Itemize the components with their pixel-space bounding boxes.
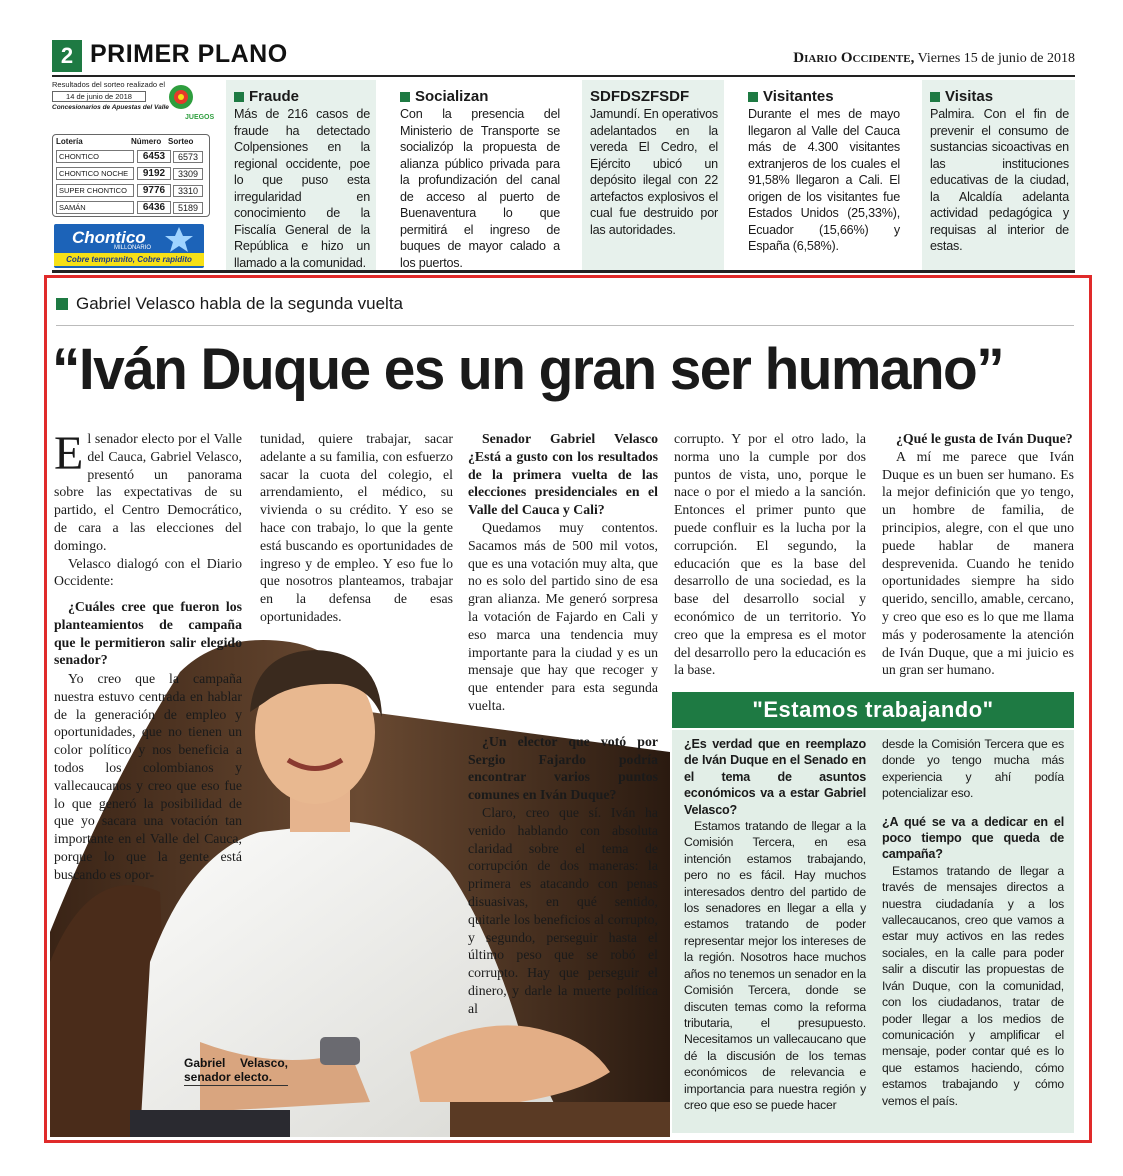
square-bullet-icon <box>56 298 68 310</box>
box-question: ¿A qué se va a dedicar en el poco tiempo que queda de campaña? <box>882 814 1064 862</box>
chontico-brand-sub: MILLONARIO <box>114 245 152 251</box>
sidebar-box-column-2 <box>882 736 1064 1109</box>
lottery-name: SAMÁN <box>56 201 134 214</box>
article-column-3 <box>468 430 658 1018</box>
paragraph: Yo creo que la campaña nuestra estuvo centrada en hablar de la generación de empleo y oportunidades, que no tienen un color político y nos beneficia a todos los colombianos y vallecaucanos y creo que eso fue lo que generó la posibilidad de que yo sacara una votación tan importante en el Valle del Cauca, porque lo que la gente está buscando es opor- <box>54 671 242 882</box>
lottery-number: 6453 <box>137 150 171 163</box>
question: ¿Un elector que votó por Sergio Fajardo podría encontrar varios puntos comunes en Iván Duque? <box>468 733 658 803</box>
square-bullet-icon <box>930 92 940 102</box>
brief-title-text: SDFDSZFSDF <box>590 88 690 105</box>
lottery-number: 9776 <box>137 184 171 197</box>
chontico-brand: Chontico <box>72 228 146 247</box>
lottery-date: 14 de junio de 2018 <box>52 91 146 102</box>
table-row <box>56 150 206 163</box>
table-row <box>56 167 206 180</box>
header-rule <box>52 75 1075 77</box>
brief-title-text: Socializan <box>415 88 489 105</box>
brief-title-text: Visitas <box>945 88 994 105</box>
chontico-banner <box>54 224 204 268</box>
paragraph: Claro, creo que sí. Iván ha venido hablando con absoluta claridad sobre el tema de corrupción de dos maneras: la primera es atacando con penas disuasivas, en qué sentido, quitarle los beneficios al corrupto, y segundo, perseguir hasta el último peso que se robó el corrupto. Hay que perseguir el dinero, y darle la muerte política al <box>468 804 658 1016</box>
caption-rule <box>184 1085 288 1086</box>
brief-title-text: Visitantes <box>763 88 834 105</box>
newspaper-name: Diario Occidente, <box>793 50 915 66</box>
brief-fraude <box>226 80 376 270</box>
lottery-results <box>52 80 215 270</box>
box-answer: Estamos tratando de llegar a través de mensajes directos a nuestra ciudadanía y a los vallecaucanos, creo que vamos a estar muy activos en las redes sociales, en la calle para poder salir a discutir las propuestas de Iván Duque, con la comunidad, con los ciudadanos, tratar de poder llegar a los medios de comunicación y amplificar el mensaje, poder contar qué es lo que estamos haciendo, cómo estamos trabajando y cómo vemos el país. <box>882 863 1064 1108</box>
lottery-name: CHONTICO <box>56 150 134 163</box>
brief-text: Durante el mes de mayo llegaron al Valle del Cauca más de 4.300 visitantes extranjeros de los cuales el 91,58% llegaron a Cali. El origen de los visitantes fue Estados Unidos (25,33%), Ecuador (15,66%) y España (6,58%). <box>748 107 900 253</box>
article-answer-1 <box>54 670 242 884</box>
paragraph: Velasco dialogó con el Diario Occidente: <box>54 555 242 589</box>
sidebar-box-column-1 <box>684 736 866 1113</box>
col-sorteo: Sorteo <box>168 137 194 146</box>
brief-title-text: Fraude <box>249 88 300 105</box>
lottery-note: Resultados del sorteo realizado el <box>52 80 165 89</box>
sidebar-box-title: "Estamos trabajando" <box>672 692 1074 728</box>
col-numero: Número <box>131 137 162 146</box>
issue-date: Viernes 15 de junio de 2018 <box>917 51 1075 66</box>
square-bullet-icon <box>400 92 410 102</box>
brief-socializan <box>392 80 566 270</box>
table-row <box>56 201 206 214</box>
masthead-info <box>793 50 1075 67</box>
lottery-number: 9192 <box>137 167 171 180</box>
lottery-table-header <box>56 137 206 146</box>
photo-caption: Gabriel Velasco, senador electo. <box>184 1056 288 1084</box>
col-loteria: Lotería <box>56 137 83 146</box>
brief-title <box>930 88 1069 105</box>
article-column-4 <box>674 430 866 679</box>
briefs-rule <box>52 270 1075 273</box>
lottery-name: SUPER CHONTICO <box>56 184 134 197</box>
brief-sdfdszfsdf <box>582 80 724 270</box>
article-column-2 <box>260 430 453 626</box>
paragraph <box>54 427 242 555</box>
lottery-number: 6436 <box>137 201 171 214</box>
brief-text: Palmira. Con el fin de prevenir el consumo de sustancias sicoactivas en las instituciones educativas de la ciudad, la Alcaldía adelanta actividad pedagógica y requisas al interior de estas. <box>930 107 1069 253</box>
box-answer: desde la Comisión Tercera que es donde yo tengo mucha más experiencia y ahí podía potencializar eso. <box>882 737 1064 801</box>
brief-title <box>234 88 370 105</box>
brief-visitas <box>922 80 1075 270</box>
lottery-draw: 5189 <box>173 202 203 214</box>
brief-title <box>400 88 560 105</box>
chontico-slogan: Cobre tempranito, Cobre rapidito <box>54 253 204 266</box>
article-kicker <box>56 294 403 314</box>
brief-title <box>590 88 718 105</box>
article-column-1 <box>54 427 242 590</box>
kicker-rule <box>56 325 1074 326</box>
table-row <box>56 184 206 197</box>
lottery-concessionaire: Concesionarios de Apuestas del Valle <box>52 104 169 111</box>
brief-title <box>748 88 900 105</box>
kicker-text: Gabriel Velasco habla de la segunda vuelta <box>76 294 404 313</box>
drop-cap: E <box>54 427 84 480</box>
paragraph: tunidad, quiere trabajar, sacar adelante a su familia, con esfuerzo sacar la cuota del colegio, el arrendamiento, el médico, su vivienda o su crédito. Y eso se hace con trabajo, lo que la gente está buscando es oportunidades de ingreso y de empleo. Y eso fue lo que nosotros planteamos, trabajar en la defensa de esas oportunidades. <box>260 431 453 624</box>
square-bullet-icon <box>234 92 244 102</box>
article-column-5 <box>882 430 1074 679</box>
brief-text: Jamundí. En operativos adelantados en la vereda El Cedro, el Ejército ubicó un depósito ilegal con 22 artefactos explosivos el cual fue destruido por las autoridades. <box>590 107 718 237</box>
juegos-logo <box>164 82 215 122</box>
paragraph-text: l senador electo por el Valle del Cauca, Gabriel Velasco, presentó un panorama sobre las expectativas de su partido, el Centro Democrático, de cara a las elecciones del domingo. <box>54 431 242 553</box>
lottery-table <box>52 134 210 217</box>
juegos-logo-text: JUEGOS <box>185 114 215 121</box>
brief-text: Con la presencia del Ministerio de Transporte se socializóp la propuesta de alianza público privada para la profundización del canal de acceso al puerto de Buenaventura lo que permitirá el ingreso de buques de mayor calado a los puertos. <box>400 107 560 270</box>
lottery-name: CHONTICO NOCHE <box>56 167 134 180</box>
brief-text: Más de 216 casos de fraude ha detectado Colpensiones en la regional occidente, poe lo que puso esta irregularidad en conocimiento de la Fiscalía General de la República e hizo un llamado a la comunidad. <box>234 107 370 270</box>
article-question-1 <box>54 598 242 669</box>
lottery-draw: 3310 <box>173 185 203 197</box>
lottery-draw: 6573 <box>173 151 203 163</box>
paragraph: corrupto. Y por el otro lado, la norma uno la cumple por dos puntos de vista, uno, porque le nace o por el miedo a la sanción. Entonces el primer punto que puede confluir es la lucha por la corrupción. El segundo, la educación que es la base del desarrollo de una sociedad, es la base del desarrollo social y económico de un territorio. Yo creo que la empresa es el motor del desarrollo pero la educación es la base. <box>674 431 866 678</box>
paragraph: Quedamos muy contentos. Sacamos más de 500 mil votos, que es una votación muy alta, que no es solo del partido sino de esa gran alianza. Me generó sorpresa la votación de Fajardo en Cali y eso marca una tendencia muy importante para la ciudad y es un mensaje que hay que recoger y que entender para esta segunda vuelta. <box>468 519 658 713</box>
brief-visitantes <box>740 80 906 270</box>
question: ¿Qué le gusta de Iván Duque? <box>896 431 1073 446</box>
paragraph: A mí me parece que Iván Duque es un buen ser humano. Es la mejor definición que yo tengo, un hombre de familia, de principios, alegre, con el que uno puede hablar de manera desprevenida. Cuando he tenido oportunidades siempre ha sido querido, sencillo, amable, cercano, y creo que eso es lo que me llama más y poderosamente la atención de Iván Duque, que a mi juicio es un gran ser humano. <box>882 448 1074 678</box>
article-headline: “Iván Duque es un gran ser humano” <box>52 337 1004 402</box>
question: ¿Cuáles cree que fueron los planteamientos de campaña que le permitieron salir elegido senador? <box>54 599 242 668</box>
box-answer: Estamos tratando de llegar a la Comisión Tercera, en esa intención estamos trabajando, pero no es fácil. Hay muchos interesados dentro del partido de los senadores en llegar a ella y estamos tratando de poder representar mejor los intereses de la región. Nosotros hace muchos años no tenemos un senador en la Comisión Tercera, donde se discuten temas como la reforma tributaria, el presupuesto. Necesitamos un vallecaucano que dé la discusión de los temas económicos de relevancia e importancia para nuestra región y creo que eso se puede hacer <box>684 819 866 1112</box>
box-question: ¿Es verdad que en reemplazo de Iván Duque en el Senado en el tema de asuntos económicos va a estar Gabriel Velasco? <box>684 737 866 817</box>
lottery-draw: 3309 <box>173 168 203 180</box>
section-title: PRIMER PLANO <box>90 40 288 68</box>
square-bullet-icon <box>748 92 758 102</box>
question: Senador Gabriel Velasco ¿Está a gusto con los resultados de la primera vuelta de las elecciones presidenciales en el Valle del Cauca y Cali? <box>468 431 658 518</box>
page-number: 2 <box>52 40 82 72</box>
